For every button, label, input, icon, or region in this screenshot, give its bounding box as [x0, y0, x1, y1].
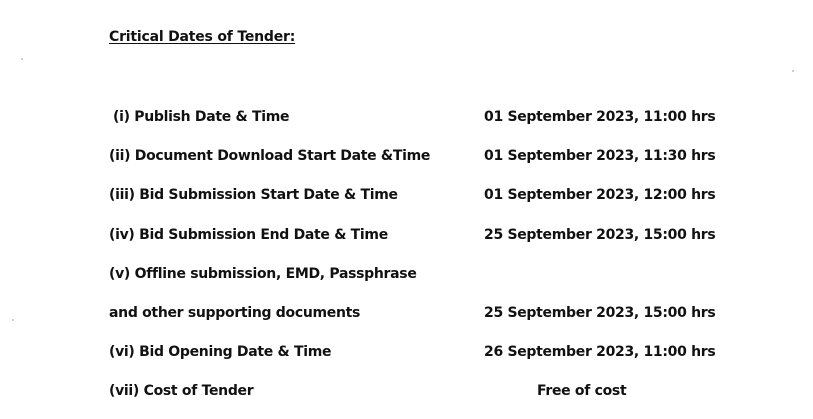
- row-value-supporting-documents: 25 September 2023, 15:00 hrs: [484, 305, 716, 321]
- row-value-cost-of-tender: Free of cost: [537, 383, 627, 399]
- row-value-bid-submission-end: 25 September 2023, 15:00 hrs: [484, 227, 716, 243]
- row-label-bid-submission-end: (iv) Bid Submission End Date & Time: [109, 227, 388, 243]
- row-label-offline-submission: (v) Offline submission, EMD, Passphrase: [109, 266, 417, 282]
- row-value-document-download-start: 01 September 2023, 11:30 hrs: [484, 148, 716, 164]
- row-label-document-download-start: (ii) Document Download Start Date &Time: [109, 148, 431, 164]
- row-label-cost-of-tender: (vii) Cost of Tender: [109, 383, 254, 399]
- section-heading: Critical Dates of Tender:: [109, 29, 296, 45]
- row-value-bid-submission-start: 01 September 2023, 12:00 hrs: [484, 187, 716, 203]
- scan-speck: [21, 58, 23, 60]
- row-value-publish-date: 01 September 2023, 11:00 hrs: [484, 109, 716, 125]
- scan-speck: [792, 70, 794, 72]
- row-label-supporting-documents: and other supporting documents: [109, 305, 361, 321]
- row-label-publish-date: (i) Publish Date & Time: [113, 109, 290, 125]
- row-label-bid-submission-start: (iii) Bid Submission Start Date & Time: [109, 187, 398, 203]
- row-label-bid-opening: (vi) Bid Opening Date & Time: [109, 344, 332, 360]
- row-value-bid-opening: 26 September 2023, 11:00 hrs: [484, 344, 716, 360]
- scan-speck: [12, 319, 14, 321]
